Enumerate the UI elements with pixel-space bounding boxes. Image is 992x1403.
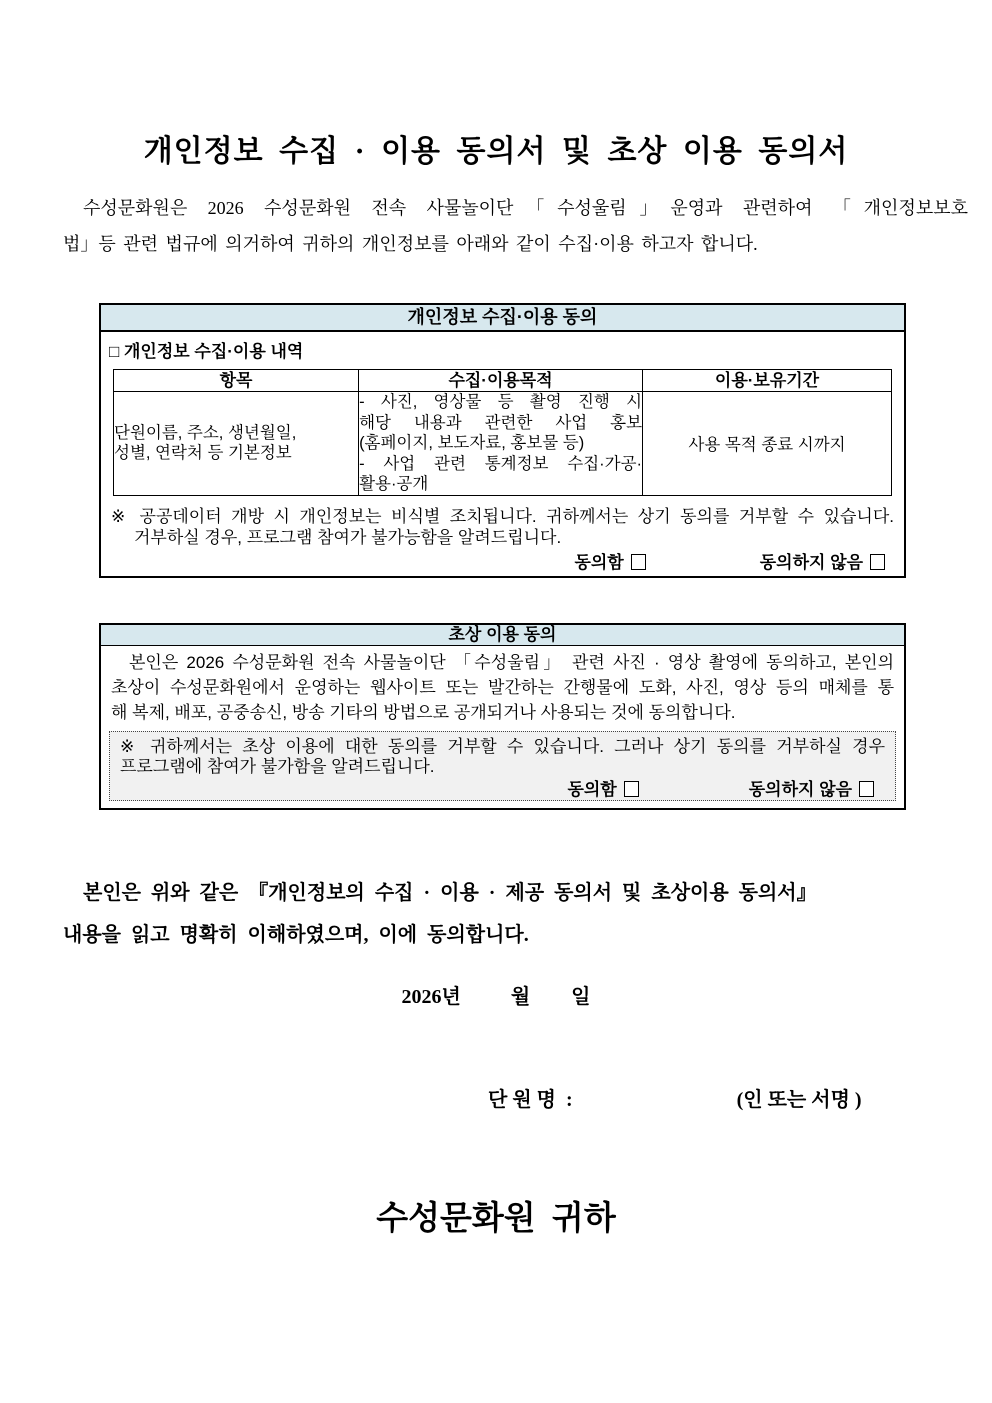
agree-option [574, 548, 645, 573]
signature-suffix: (인 또는 서명 ) [736, 1089, 862, 1111]
intro-line: 수성문화원은 2026 수성문화원 전속 사물놀이단「수성울림」운영과 관련하여 「개인정보보호 [83, 198, 968, 218]
date-year: 2026년 [401, 986, 461, 1008]
intro-paragraph [63, 190, 968, 262]
agree-label: 동의함 [574, 553, 624, 572]
cell-purpose [359, 392, 643, 496]
cell-purpose-line: - 사업 관련 통계정보 수집·가공· [359, 454, 643, 473]
portrait-section-header: 초상 이용 동의 [101, 625, 904, 646]
cell-items-line: 성별, 연락처 등 기본정보 [114, 444, 292, 463]
portrait-line: 초상이 수성문화원에서 운영하는 웹사이트 또는 발간하는 간행물에 도화, 사진, 영상 등의 매체를 통 [111, 678, 894, 697]
note-line: 프로그램에 참여가 불가함을 알려드립니다. [120, 757, 435, 776]
closing-line: 내용을 읽고 명확히 이해하였으며, 이에 동의합니다. [63, 924, 529, 946]
agree-option [567, 775, 638, 800]
col-header-items: 항목 [114, 370, 359, 392]
disagree-label: 동의하지 않음 [748, 780, 852, 799]
disagree-checkbox[interactable] [870, 554, 885, 570]
cell-period: 사용 목적 종료 시까지 [643, 392, 892, 496]
cell-purpose-line: 해당 내용과 관련한 사업 홍보 [359, 413, 643, 432]
note-line: ※ 공공데이터 개방 시 개인정보는 비식별 조치됩니다. 귀하께서는 상기 동의를 거부할 수 있습니다. [111, 506, 894, 526]
disagree-checkbox[interactable] [859, 781, 874, 797]
privacy-consent-section [99, 303, 906, 578]
note-line: 거부하실 경우, 프로그램 참여가 불가능함을 알려드립니다. [134, 527, 562, 547]
disagree-option [749, 775, 874, 800]
table-row [114, 392, 892, 496]
table-header-row [114, 370, 892, 392]
cell-items-line: 단원이름, 주소, 생년월일, [114, 423, 297, 442]
recipient-title: 수성문화원 귀하 [376, 1201, 616, 1237]
portrait-line: 본인은 2026 수성문화원 전속 사물놀이단 「수성울림」 관련 사진 · 영상 촬영에 동의하고, 본인의 [129, 653, 894, 672]
agree-checkbox[interactable] [624, 781, 639, 797]
signature-line [0, 1083, 992, 1112]
agree-checkbox[interactable] [631, 554, 646, 570]
page-title: 개인정보 수집 · 이용 동의서 및 초상 이용 동의서 [143, 135, 849, 168]
portrait-line: 해 복제, 배포, 공중송신, 방송 기타의 방법으로 공개되거나 사용되는 것에 동의합니다. [111, 703, 736, 722]
portrait-note-box [109, 731, 896, 801]
portrait-agree-row [120, 778, 885, 797]
col-header-period: 이용·보유기간 [643, 370, 892, 392]
cell-purpose-line: 활용·공개 [359, 475, 429, 493]
portrait-consent-section [99, 623, 906, 810]
portrait-paragraph [111, 650, 894, 725]
col-header-purpose: 수집·이용목적 [359, 370, 643, 392]
disagree-label: 동의하지 않음 [759, 553, 863, 572]
disagree-option [760, 548, 885, 573]
privacy-detail-table [113, 369, 892, 496]
intro-line: 법」등 관련 법규에 의거하여 귀하의 개인정보를 아래와 같이 수집·이용 하고자 합니다. [63, 234, 758, 254]
date-line [0, 980, 992, 1009]
privacy-agree-row [101, 551, 904, 571]
cell-items [114, 392, 359, 496]
cell-purpose-line: - 사진, 영상물 등 촬영 진행 시 [359, 393, 643, 411]
closing-statement [63, 872, 923, 956]
privacy-subheading: □ 개인정보 수집·이용 내역 [109, 342, 304, 361]
note-line: ※ 귀하께서는 초상 이용에 대한 동의를 거부할 수 있습니다. 그러나 상기 동의를 거부하실 경우 [120, 737, 885, 756]
privacy-section-header: 개인정보 수집·이용 동의 [101, 305, 904, 332]
date-month: 월 [510, 986, 531, 1008]
privacy-note [111, 506, 894, 548]
signature-label: 단 원 명 : [488, 1089, 573, 1111]
cell-purpose-line: (홈페이지, 보도자료, 홍보물 등) [359, 434, 585, 452]
agree-label: 동의함 [567, 780, 617, 799]
closing-line: 본인은 위와 같은 『개인정보의 수집 · 이용 · 제공 동의서 및 초상이용 동의서』 [83, 882, 817, 904]
date-day: 일 [571, 986, 591, 1008]
